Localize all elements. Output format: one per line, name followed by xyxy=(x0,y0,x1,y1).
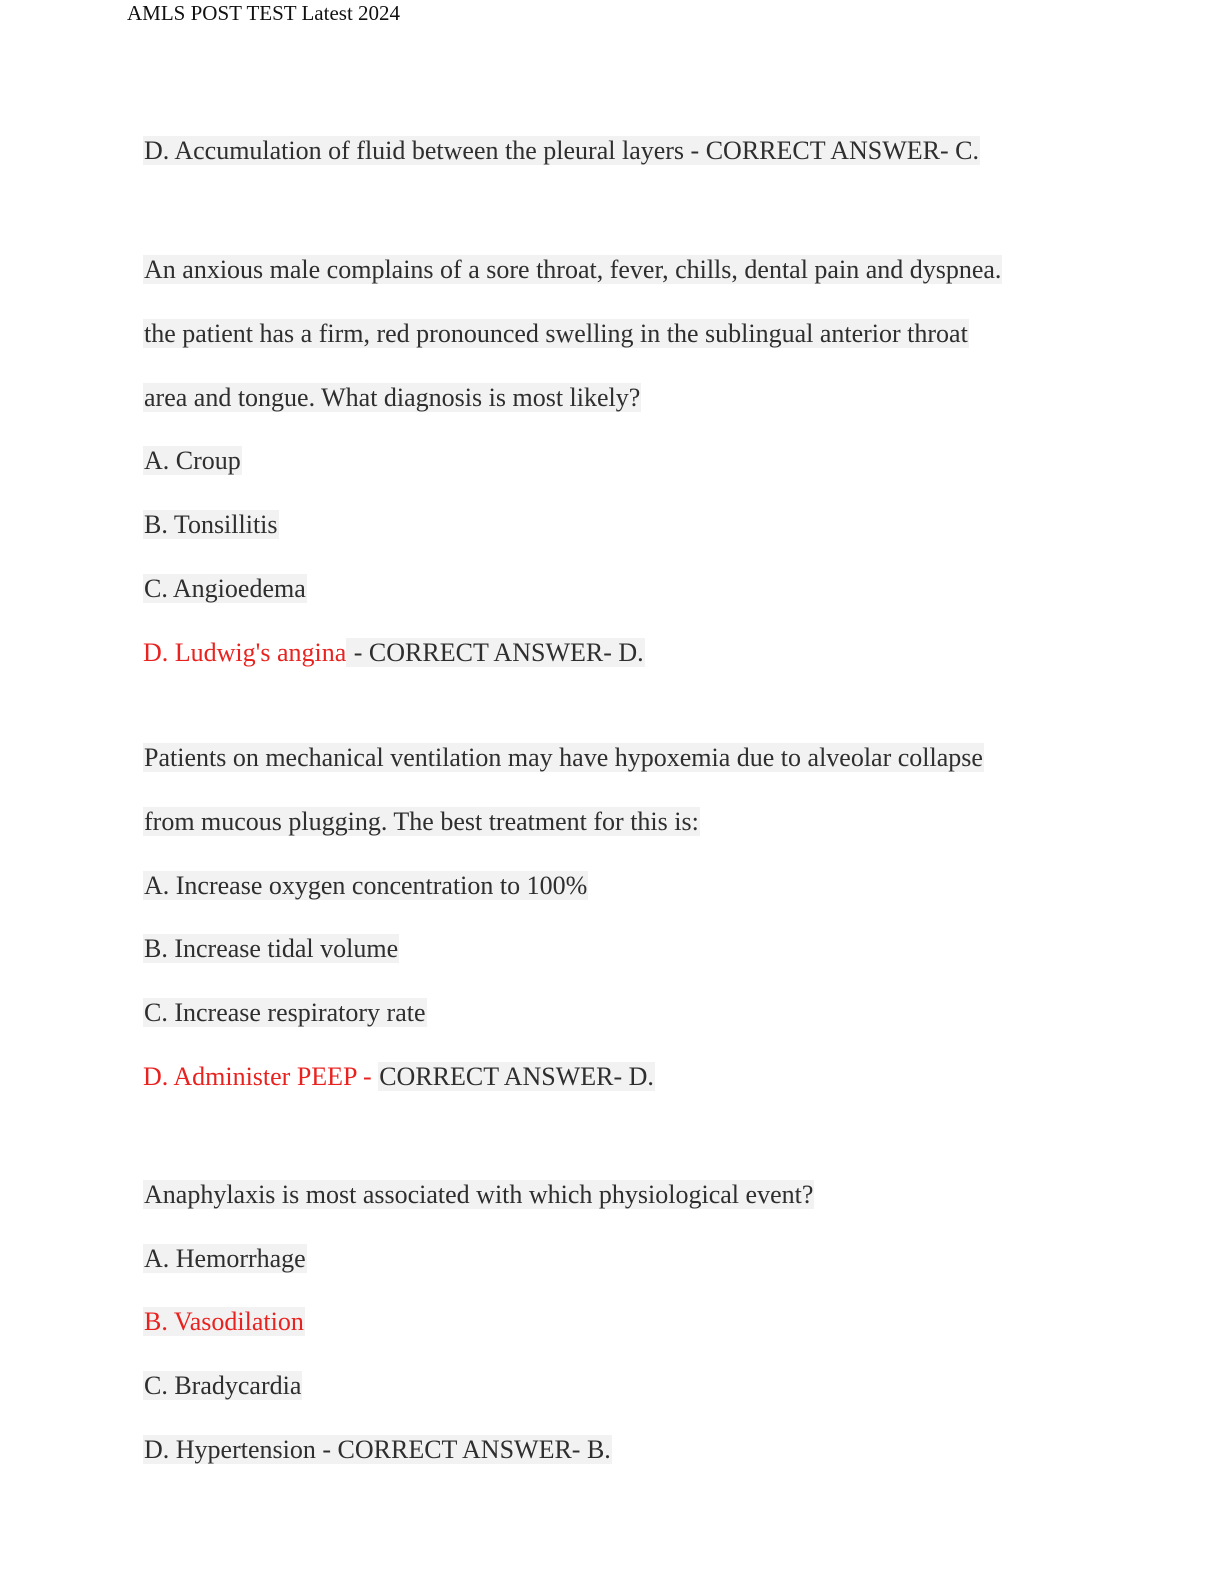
question-3-option-d xyxy=(143,1433,612,1467)
question-1-option-a xyxy=(143,444,242,478)
question-text: An anxious male complains of a sore throat, fever, chills, dental pain and dyspnea. xyxy=(144,255,1002,284)
question-text: from mucous plugging. The best treatment for this is: xyxy=(144,807,699,836)
option-text: A. Croup xyxy=(144,446,241,475)
question-3-line-1 xyxy=(143,1178,814,1212)
correct-option-text: D. Ludwig's angina xyxy=(143,638,347,667)
option-text: C. Angioedema xyxy=(144,574,306,603)
question-1-option-d-answer xyxy=(143,636,645,670)
question-1-line-2 xyxy=(143,317,969,351)
option-text: A. Increase oxygen concentration to 100% xyxy=(144,871,588,900)
question-text: Patients on mechanical ventilation may have hypoxemia due to alveolar collapse xyxy=(144,743,983,772)
question-1-line-1 xyxy=(143,253,1002,287)
option-text: B. Tonsillitis xyxy=(144,510,278,539)
option-text: C. Increase respiratory rate xyxy=(144,998,426,1027)
option-text: D. Accumulation of fluid between the pleural layers - CORRECT ANSWER- C. xyxy=(144,136,979,165)
question-2-option-b xyxy=(143,932,399,966)
option-text: D. Hypertension - CORRECT ANSWER- B. xyxy=(144,1435,611,1464)
question-2-line-1 xyxy=(143,741,984,775)
question-1-option-c xyxy=(143,572,307,606)
correct-answer-label: - CORRECT ANSWER- D. xyxy=(347,638,644,667)
question-3-option-c xyxy=(143,1369,302,1403)
correct-option-text: D. Administer PEEP - xyxy=(143,1062,379,1091)
question-3-option-a xyxy=(143,1242,307,1276)
question-2-option-c xyxy=(143,996,427,1030)
page-header-title: AMLS POST TEST Latest 2024 xyxy=(127,1,401,25)
option-d-prev-question xyxy=(143,134,980,168)
question-text: Anaphylaxis is most associated with which physiological event? xyxy=(144,1180,814,1209)
option-text: A. Hemorrhage xyxy=(144,1244,306,1273)
question-text: area and tongue. What diagnosis is most likely? xyxy=(144,383,641,412)
correct-answer-label: CORRECT ANSWER- D. xyxy=(379,1062,654,1091)
option-text: C. Bradycardia xyxy=(144,1371,302,1400)
option-text: B. Increase tidal volume xyxy=(144,934,399,963)
question-text: the patient has a firm, red pronounced swelling in the sublingual anterior throat xyxy=(144,319,968,348)
question-2-option-a xyxy=(143,869,588,903)
correct-option-text: B. Vasodilation xyxy=(144,1307,304,1336)
question-3-option-b-correct xyxy=(143,1305,305,1339)
question-2-line-2 xyxy=(143,805,700,839)
question-1-option-b xyxy=(143,508,279,542)
question-1-line-3 xyxy=(143,381,641,415)
question-2-option-d-answer xyxy=(143,1060,655,1094)
